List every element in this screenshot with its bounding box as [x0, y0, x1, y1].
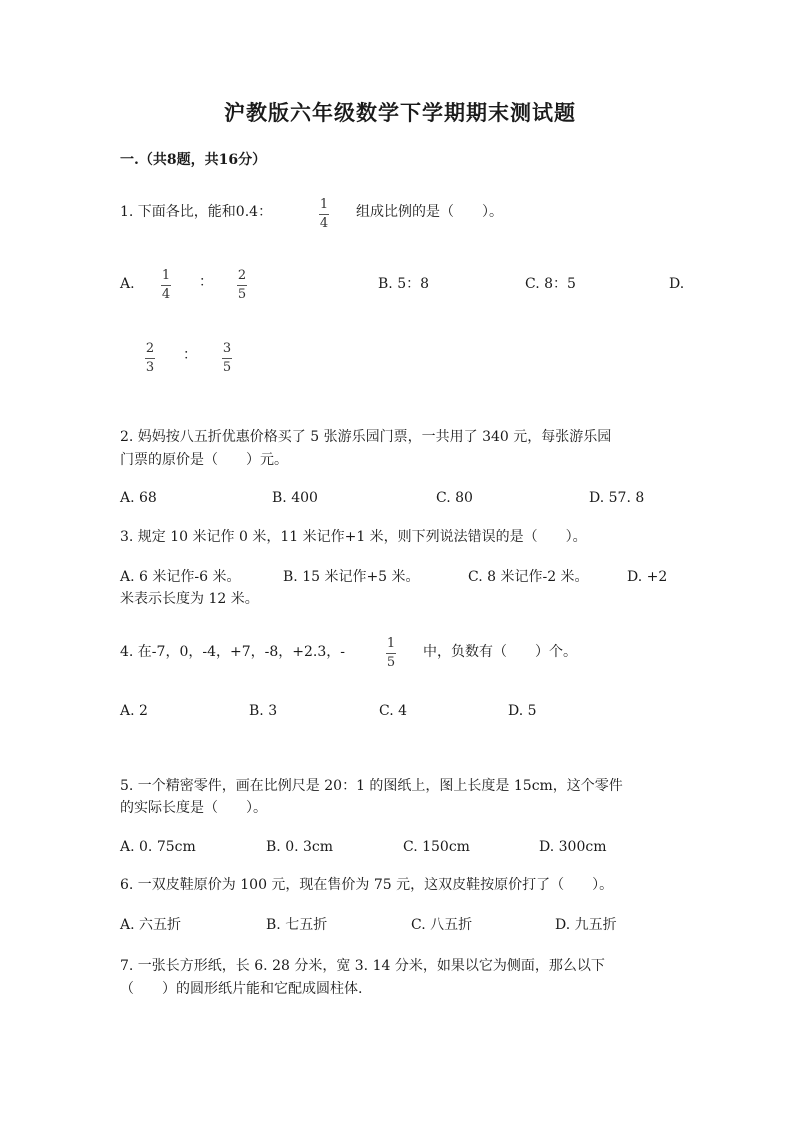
question-5-option-c: C. 150cm [403, 839, 470, 855]
fraction-denominator: 5 [237, 287, 247, 302]
fraction-bar [161, 285, 171, 286]
question-3-option-d-continuation: 米表示长度为 12 米。 [120, 591, 259, 607]
question-3-option-a: A. 6 米记作-6 米。 [120, 569, 241, 585]
fraction-bar [386, 653, 396, 654]
fraction-d1 [145, 341, 155, 376]
question-1-stem-start: 1. 下面各比，能和0.4： [120, 204, 273, 220]
question-2-option-a: A. 68 [120, 490, 157, 506]
fraction-one-fifth [386, 636, 396, 671]
question-1-option-c: C. 8：5 [525, 276, 576, 292]
question-3-option-c: C. 8 米记作-2 米。 [468, 569, 589, 585]
question-2-option-b: B. 400 [272, 490, 318, 506]
fraction-denominator: 4 [161, 287, 171, 302]
question-4-option-b: B. 3 [249, 703, 278, 719]
fraction-denominator: 3 [145, 360, 155, 375]
question-1-option-d-label: D. [669, 276, 685, 292]
fraction-numerator: 2 [237, 268, 247, 283]
question-3-stem: 3. 规定 10 米记作 0 米，11 米记作+1 米，则下列说法错误的是（ ）。 [120, 529, 587, 545]
question-1-stem-end: 组成比例的是（ ）。 [356, 204, 503, 220]
question-6-option-d: D. 九五折 [555, 917, 617, 933]
question-7-stem-line2: （ ）的圆形纸片能和它配成圆柱体. [120, 981, 363, 997]
fraction-bar [145, 358, 155, 359]
fraction-numerator: 1 [161, 268, 171, 283]
question-4-option-c: C. 4 [379, 703, 408, 719]
question-2-stem-line1: 2. 妈妈按八五折优惠价格买了 5 张游乐园门票，一共用了 340 元，每张游乐园 [120, 429, 612, 445]
question-6-stem: 6. 一双皮鞋原价为 100 元，现在售价为 75 元，这双皮鞋按原价打了（ ）。 [120, 877, 614, 893]
question-2-option-c: C. 80 [436, 490, 473, 506]
fraction-denominator: 5 [386, 655, 396, 670]
fraction-denominator: 4 [319, 216, 329, 231]
question-5-option-b: B. 0. 3cm [266, 839, 334, 855]
fraction-a2 [237, 268, 247, 303]
page-title: 沪教版六年级数学下学期期末测试题 [224, 100, 576, 125]
question-5-stem-line1: 5. 一个精密零件，画在比例尺是 20：1 的图纸上，图上长度是 15cm，这个零件 [120, 778, 623, 794]
question-5-stem-line2: 的实际长度是（ ）。 [120, 800, 267, 816]
question-6-option-b: B. 七五折 [266, 917, 328, 933]
option-label: A. [120, 276, 135, 292]
question-3-option-b: B. 15 米记作+5 米。 [283, 569, 420, 585]
question-4-stem-end: 中，负数有（ ）个。 [423, 644, 577, 660]
question-6-option-c: C. 八五折 [411, 917, 473, 933]
fraction-bar [319, 214, 329, 215]
question-4-stem-start: 4. 在-7，0，-4，+7，-8，+2.3，- [120, 644, 345, 660]
fraction-a1 [161, 268, 171, 303]
question-4-option-a: A. 2 [120, 703, 148, 719]
question-4-option-d: D. 5 [508, 703, 537, 719]
fraction-d2 [222, 341, 232, 376]
question-2-option-d: D. 57. 8 [589, 490, 645, 506]
question-5-option-d: D. 300cm [539, 839, 607, 855]
fraction-numerator: 2 [145, 341, 155, 356]
fraction-numerator: 3 [222, 341, 232, 356]
question-3-option-d: D. +2 [627, 569, 668, 585]
question-2-stem-line2: 门票的原价是（ ）元。 [120, 452, 288, 468]
section-header: 一.（共8题，共16分） [120, 152, 267, 168]
fraction-numerator: 1 [319, 197, 329, 212]
question-1-option-b: B. 5：8 [378, 276, 430, 292]
fraction-one-quarter [319, 197, 329, 232]
fraction-denominator: 5 [222, 360, 232, 375]
ratio-separator: ： [183, 347, 197, 363]
fraction-bar [222, 358, 232, 359]
fraction-numerator: 1 [386, 636, 396, 651]
ratio-separator: ： [199, 274, 213, 290]
fraction-bar [237, 285, 247, 286]
question-6-option-a: A. 六五折 [120, 917, 182, 933]
question-7-stem-line1: 7. 一张长方形纸，长 6. 28 分米，宽 3. 14 分米，如果以它为侧面，那么以下 [120, 958, 605, 974]
question-5-option-a: A. 0. 75cm [120, 839, 196, 855]
